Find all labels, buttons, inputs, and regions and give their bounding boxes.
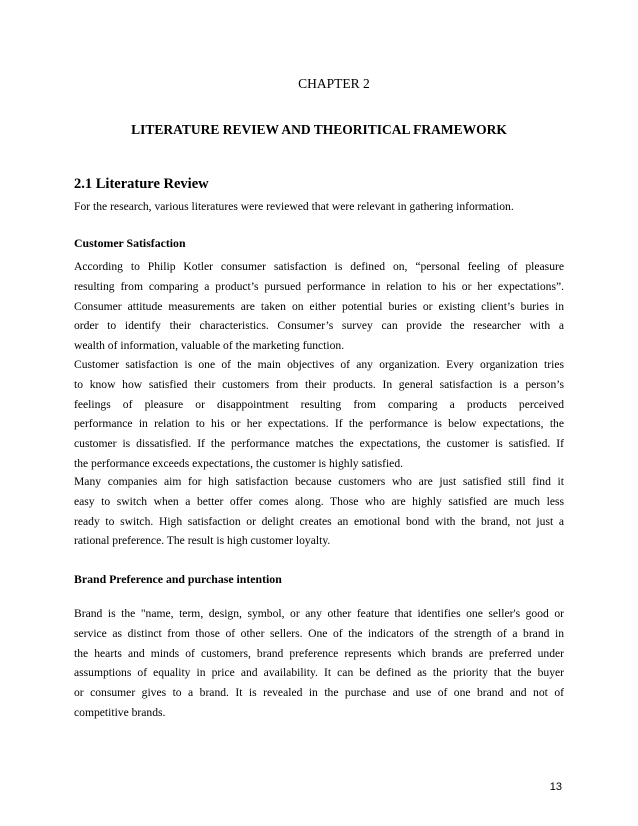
page-number: 13: [549, 781, 562, 793]
paragraph-line: Customer satisfaction is one of the main objectives of any organization. Every organization tries: [74, 358, 564, 371]
section-intro: [74, 197, 564, 217]
chapter-title: LITERATURE REVIEW AND THEORITICAL FRAMEWORK: [131, 122, 507, 137]
paragraph-line: to know how satisfied their customers from their products. In general satisfaction is a person’s: [74, 377, 564, 391]
brand-preference-heading: Brand Preference and purchase intention: [74, 572, 282, 586]
paragraph-line: According to Philip Kotler consumer satisfaction is defined on, “personal feeling of pleasure: [74, 260, 564, 273]
paragraph-line: performance in relation to his or her expectations. If the performance is below expectations, the: [74, 417, 564, 431]
paragraph-line: wealth of information, valuable of the marketing function.: [74, 339, 345, 353]
paragraph-line: order to identify their characteristics. Consumer’s survey can provide the researcher with a: [74, 319, 564, 333]
paragraph-line: easy to switch when a better offer comes along. Those who are highly satisfied are much less: [74, 494, 564, 508]
customer-satisfaction-heading: Customer Satisfaction: [74, 236, 186, 250]
paragraph-line: Many companies aim for high satisfaction because customers who are just satisfied still find it: [74, 475, 564, 488]
intro-line: For the research, various literatures were reviewed that were relevant in gathering information.: [74, 200, 514, 213]
paragraph-line: rational preference. The result is high customer loyalty.: [74, 534, 331, 548]
paragraph-line: or consumer gives to a brand. It is revealed in the purchase and use of one brand and not of: [74, 686, 564, 700]
paragraph-line: the performance exceeds expectations, the customer is highly satisfied.: [74, 456, 404, 470]
paragraph-line: the hearts and minds of customers, brand preference represents which brands are preferred under: [74, 646, 564, 660]
paragraph-line: ready to switch. High satisfaction or delight creates an emotional bond with the brand, not just a: [74, 514, 564, 528]
chapter-label: CHAPTER 2: [298, 76, 370, 91]
paragraph-line: resulting from comparing a product’s pursued performance in relation to his or her expectations”.: [74, 279, 564, 293]
bp-paragraph-1: [74, 604, 564, 723]
paragraph-line: assumptions of equality in price and availability. It can be defined as the priority that the buyer: [74, 666, 564, 680]
paragraph-line: competitive brands.: [74, 705, 166, 719]
cs-paragraph-1: [74, 257, 564, 356]
cs-paragraph-2: [74, 355, 564, 474]
paragraph-line: customer is dissatisfied. If the performance matches the expectations, the customer is satisfied. If: [74, 437, 564, 451]
paragraph-line: service as distinct from those of other sellers. One of the indicators of the strength of a brand in: [74, 626, 564, 640]
cs-paragraph-3: [74, 472, 564, 551]
section-heading: 2.1 Literature Review: [74, 176, 209, 192]
paragraph-line: feelings of pleasure or disappointment resulting from comparing a products perceived: [74, 397, 564, 411]
paragraph-line: Brand is the "name, term, design, symbol, or any other feature that identifies one seller's good or: [74, 607, 564, 620]
paragraph-line: Consumer attitude measurements are taken on either potential buries or existing client’s buries in: [74, 299, 564, 313]
